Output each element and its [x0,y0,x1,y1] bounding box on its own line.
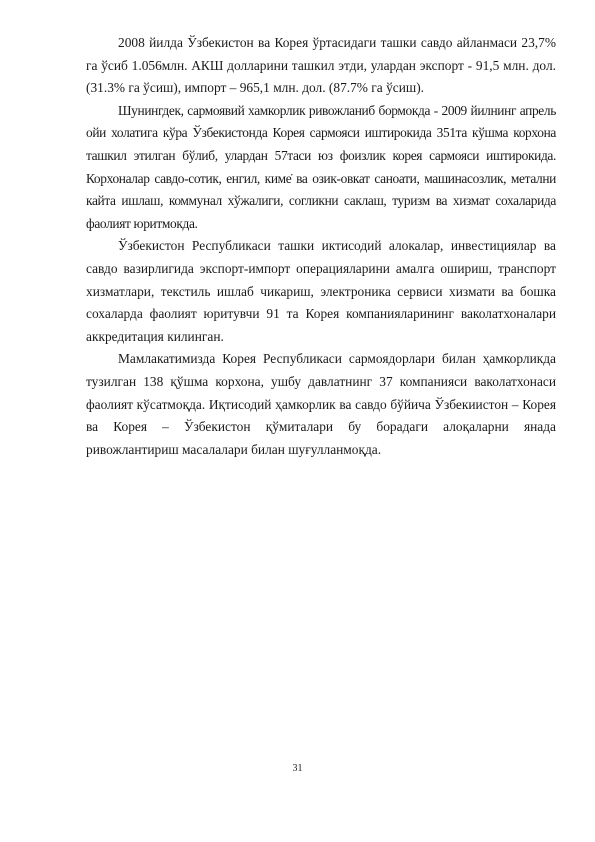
paragraph-investment-cooperation: Шунингдек, сармоявий хамкорлик ривожланиб бормокда - 2009 йилнинг апрель ойи холатига кўра Ўзбекистонда Корея сармояси иштирокида 351та кўшма корхона ташкил этилган бўлиб, улардан 57таси юз фоизлик корея сармояси иштирокида. Корхоналар савдо-сотик, енгил, киме̇ ва озик-овкат саноати, машинасозлик, метални кайта ишлаш, коммунал хўжалиги, согликни саклаш, туризм ва хизмат сохаларида фаолият юритмокда. [86,102,556,231]
paragraph-trade-turnover: 2008 йилда Ўзбекистон ва Корея ўртасидаги ташки савдо айланмаси 23,7% га ўсиб 1.056млн. АКШ долларини ташкил этди, улардан экспорт - 91,5 млн. дол. (31.3% га ўсиш), импорт – 965,1 млн. дол. (87.7% га ўсиш). [86,35,556,96]
page-number: 31 [292,763,303,774]
document-body [86,32,556,461]
paragraph-company-representations: Ўзбекистон Республикаси ташки иктисодий алокалар, инвестициялар ва савдо вазирлигида экспорт-импорт операцияларини амалга ошириш, транспорт хизматлари, текстиль ишлаб чикариш, электроника сервиси хизмати ва бошка сохаларда фаолият юритувчи 91 та Корея компанияларининг ваколатхоналари аккредитация килинган. [86,238,556,344]
paragraph-joint-ventures: Мамлакатимизда Корея Республикаси сармоядорлари билан ҳамкорликда тузилган 138 қўшма корхона, ушбу давлатнинг 37 компанияси ваколатхонаси фаолият кўсатмоқда. Иқтисодий ҳамкорлик ва савдо бўйича Ўзбекиистон – Корея ва Корея – Ўзбекистон қўмиталари бу борадаги алоқаларни янада ривожлантириш масалалари билан шуғулланмоқда. [86,351,556,457]
